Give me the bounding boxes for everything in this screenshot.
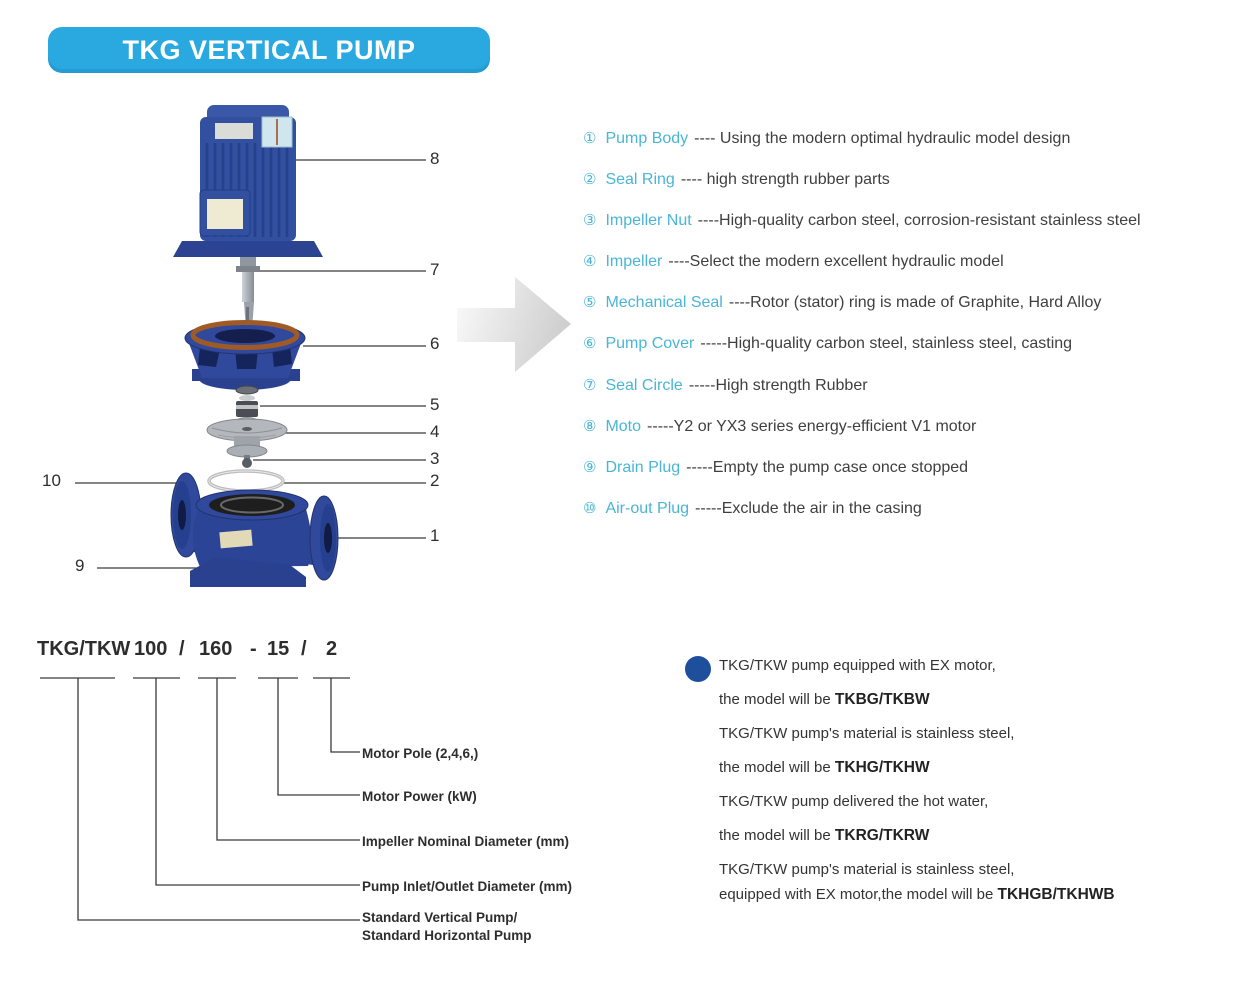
model-code-separator: / [301, 638, 307, 660]
part-number-badge: ⑨ [583, 458, 597, 476]
parts-list-item [583, 376, 1231, 397]
parts-list-item [583, 499, 1231, 520]
parts-list-item [583, 293, 1231, 314]
note-model-code: TKRG/TKRW [834, 827, 930, 844]
label-standard-horizontal: Standard Horizontal Pump [362, 928, 532, 943]
note-text: TKG/TKW pump equipped with EX motor, [719, 657, 996, 674]
title-banner [48, 27, 490, 73]
part-name: Pump Body [605, 130, 689, 147]
part-number-badge: ① [583, 130, 597, 147]
model-code-power: 15 [267, 638, 290, 660]
model-variant-notes [719, 655, 1199, 918]
part-name: Pump Cover [605, 335, 695, 353]
part-number-badge: ④ [583, 253, 597, 271]
callout-number: 7 [430, 260, 440, 279]
callout-number: 2 [430, 471, 440, 490]
pump-body-graphic [171, 473, 338, 587]
note-model-code: TKHGB/TKHWB [997, 886, 1115, 903]
note-text: TKG/TKW pump's material is stainless steel, [719, 725, 1015, 742]
part-description: -----Exclude the air in the casing [695, 499, 922, 517]
pump-exploded-illustration [40, 95, 460, 605]
part-description: -----Empty the pump case once stopped [686, 458, 969, 476]
label-inlet-outlet: Pump Inlet/Outlet Diameter (mm) [362, 879, 573, 894]
part-number-badge: ③ [583, 212, 597, 230]
note-line [719, 655, 1199, 676]
callout-number: 8 [430, 149, 440, 168]
note-line [719, 723, 1199, 744]
note-line [719, 689, 1199, 710]
impeller-graphic [207, 419, 287, 457]
callout-number: 9 [75, 556, 85, 575]
callout-number: 3 [430, 449, 440, 468]
part-description: ----Rotor (stator) ring is made of Graphite, Hard Alloy [728, 294, 1102, 312]
callout-number: 4 [430, 422, 440, 441]
parts-list-item [583, 170, 1231, 191]
label-motor-pole: Motor Pole (2,4,6,) [362, 746, 479, 761]
parts-list-item [583, 334, 1231, 355]
part-description: -----High-quality carbon steel, stainless steel, casting [700, 335, 1073, 353]
pump-cover-graphic [185, 322, 305, 390]
callout-number: 5 [430, 395, 440, 414]
part-description: ---- high strength rubber parts [680, 171, 890, 189]
page-title: TKG VERTICAL PUMP [122, 34, 416, 65]
note-text: TKG/TKW pump delivered the hot water, [719, 793, 989, 810]
part-number-badge: ⑥ [583, 335, 597, 353]
model-code-impeller: 160 [199, 638, 233, 660]
callout-number: 1 [430, 526, 440, 545]
part-description: ----High-quality carbon steel, corrosion-resistant stainless steel [697, 212, 1141, 230]
model-code-series: TKG/TKW [37, 638, 131, 660]
gray-arrow-icon [457, 267, 575, 382]
parts-list-item [583, 129, 1231, 150]
part-name: Drain Plug [605, 458, 681, 476]
seal-ring-graphic [209, 471, 283, 491]
part-number-badge: ⑩ [583, 499, 597, 517]
part-number-badge: ⑧ [583, 417, 597, 435]
label-motor-power: Motor Power (kW) [362, 789, 477, 804]
part-description: -----Y2 or YX3 series energy-efficient V1 motor [647, 417, 977, 435]
note-line [719, 791, 1199, 812]
label-standard-vertical: Standard Vertical Pump/ [362, 910, 518, 925]
note-text: equipped with EX motor,the model will be [719, 886, 998, 903]
note-text: the model will be [719, 691, 835, 708]
callout-number: 10 [42, 471, 61, 490]
bullet-icon [685, 656, 711, 682]
note-model-code: TKHG/TKHW [834, 759, 930, 776]
note-line [719, 757, 1199, 778]
part-description: ----Select the modern excellent hydraulic model [668, 253, 1004, 271]
part-name: Impeller Nut [605, 212, 692, 230]
part-description: -----High strength Rubber [688, 376, 868, 394]
part-number-badge: ⑦ [583, 376, 597, 394]
parts-list-item [583, 417, 1231, 438]
part-name: Impeller [605, 253, 663, 271]
part-name: Air-out Plug [605, 499, 690, 517]
part-number-badge: ⑤ [583, 294, 597, 312]
model-code-separator: / [179, 638, 185, 660]
part-name: Mechanical Seal [605, 294, 723, 312]
parts-list [583, 129, 1231, 540]
note-line [719, 884, 1199, 905]
part-name: Moto [605, 417, 642, 435]
note-model-code: TKBG/TKBW [834, 691, 930, 708]
part-name: Seal Circle [605, 376, 683, 394]
parts-list-item [583, 211, 1231, 232]
shaft-graphic [236, 257, 260, 331]
part-description: ---- Using the modern optimal hydraulic model design [694, 130, 1071, 147]
model-code-pole: 2 [326, 638, 338, 660]
model-code-separator: - [250, 638, 257, 660]
callout-number: 6 [430, 334, 440, 353]
part-name: Seal Ring [605, 171, 675, 189]
motor-graphic [173, 105, 323, 257]
note-text: the model will be [719, 759, 835, 776]
note-text: TKG/TKW pump's material is stainless steel, [719, 861, 1015, 878]
model-code-inlet: 100 [134, 638, 168, 660]
note-text: the model will be [719, 827, 835, 844]
note-line [719, 825, 1199, 846]
parts-list-item [583, 252, 1231, 273]
part-number-badge: ② [583, 171, 597, 189]
note-line [719, 859, 1199, 880]
parts-list-item [583, 458, 1231, 479]
label-impeller-diameter: Impeller Nominal Diameter (mm) [362, 834, 570, 849]
